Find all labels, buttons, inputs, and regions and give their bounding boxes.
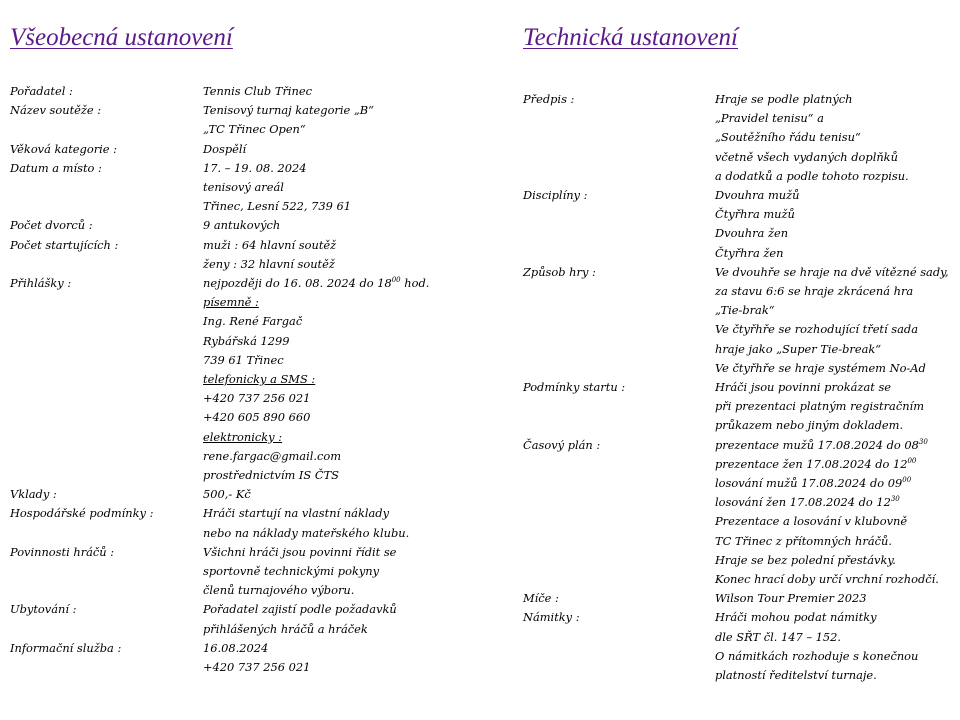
value-text: Hráči startují na vlastní náklady — [203, 506, 390, 521]
provision-value-line — [203, 600, 429, 619]
general-provisions-heading: Všeobecná ustanovení — [10, 24, 233, 51]
provision-value-line — [203, 524, 429, 543]
provision-value-line — [715, 320, 949, 339]
value-text: prostřednictvím IS ČTS — [203, 468, 339, 483]
provision-value-line — [203, 428, 429, 447]
provision-value-line — [715, 128, 949, 147]
provision-label: Způsob hry : — [523, 264, 596, 279]
value-text: TC Třinec z přítomných hráčů. — [715, 533, 892, 548]
provision-value-line — [715, 416, 949, 435]
value-text: členů turnajového výboru. — [203, 583, 355, 598]
provision-value-line — [715, 589, 949, 608]
provision-value-line — [203, 408, 429, 427]
provision-row — [523, 589, 949, 608]
provision-value-line — [715, 570, 949, 589]
provision-row — [10, 639, 429, 677]
value-text: Všichni hráči jsou povinni řídit se — [203, 544, 397, 559]
provision-row — [10, 159, 429, 217]
provision-value-line — [715, 397, 949, 416]
provision-label: Věková kategorie : — [10, 141, 117, 156]
provision-label: Míče : — [523, 591, 559, 606]
value-text: přihlášených hráčů a hráček — [203, 621, 368, 636]
value-text: 739 61 Třinec — [203, 352, 284, 367]
provision-value-line — [203, 620, 429, 639]
value-text: Ve čtyřhře se rozhodující třetí sada — [715, 322, 918, 337]
provision-value-line — [203, 639, 429, 658]
provision-value-line — [203, 101, 429, 120]
value-text: ženy : 32 hlavní soutěž — [203, 256, 335, 271]
provision-row — [10, 236, 429, 274]
value-text: 500,- Kč — [203, 487, 251, 502]
value-text: a dodatků a podle tohoto rozpisu. — [715, 168, 909, 183]
provision-value-line — [715, 378, 949, 397]
provision-values — [203, 216, 429, 235]
provision-row — [10, 543, 429, 601]
provision-values — [203, 600, 429, 638]
provision-row — [523, 378, 949, 436]
provision-value-line — [715, 148, 949, 167]
value-text: losování žen 17.08.2024 do 12 — [715, 495, 891, 510]
provision-values — [203, 82, 429, 101]
provision-value-line — [715, 109, 949, 128]
value-text: rene.fargac@gmail.com — [203, 448, 342, 463]
provision-value-line — [715, 474, 949, 493]
provision-label: Ubytování : — [10, 602, 77, 617]
value-text: za stavu 6:6 se hraje zkrácená hra — [715, 284, 914, 299]
value-text: při prezentaci platným registračním — [715, 399, 925, 414]
provision-label: Vklady : — [10, 487, 57, 502]
provision-value-line — [203, 466, 429, 485]
value-text: Čtyřhra mužů — [715, 207, 795, 222]
provision-value-line — [715, 359, 949, 378]
value-text: dle SŘT čl. 147 – 152. — [715, 629, 841, 644]
provision-value-line — [203, 82, 429, 101]
provision-value-line — [715, 301, 949, 320]
provision-value-line — [203, 658, 429, 677]
provision-row — [523, 90, 949, 186]
provision-values — [715, 378, 949, 436]
provision-row — [523, 263, 949, 378]
value-text: tenisový areál — [203, 180, 284, 195]
value-text: nebo na náklady mateřského klubu. — [203, 525, 410, 540]
provision-values — [715, 186, 949, 263]
provision-value-line — [203, 178, 429, 197]
provision-row — [10, 274, 429, 485]
value-text: Wilson Tour Premier 2023 — [715, 591, 867, 606]
provision-values — [203, 101, 429, 139]
value-text: 17. – 19. 08. 2024 — [203, 160, 307, 175]
provision-values — [715, 589, 949, 608]
value-text: Konec hrací doby určí vrchní rozhodčí. — [715, 572, 939, 587]
provision-value-line — [715, 455, 949, 474]
provision-values — [203, 140, 429, 159]
value-text: Rybářská 1299 — [203, 333, 290, 348]
provision-value-line — [203, 159, 429, 178]
provision-value-line — [715, 666, 949, 685]
provision-value-line — [203, 389, 429, 408]
provision-values — [203, 504, 429, 542]
technical-provisions-list — [523, 90, 949, 685]
provision-label: Hospodářské podmínky : — [10, 506, 154, 521]
provision-value-line — [203, 447, 429, 466]
provision-row — [10, 82, 429, 101]
value-text: O námitkách rozhoduje s konečnou — [715, 648, 919, 663]
provision-value-line — [203, 581, 429, 600]
provision-value-line — [715, 244, 949, 263]
provision-values — [203, 274, 429, 485]
provision-value-line — [715, 608, 949, 627]
value-text: muži : 64 hlavní soutěž — [203, 237, 337, 252]
provision-row — [523, 436, 949, 590]
provision-values — [203, 485, 429, 504]
provision-value-line — [203, 370, 429, 389]
provision-value-line — [715, 647, 949, 666]
provision-label: Datum a místo : — [10, 160, 102, 175]
provision-value-line — [715, 282, 949, 301]
value-text: elektronicky : — [203, 429, 283, 444]
provision-label: Název soutěže : — [10, 103, 102, 118]
value-text: včetně všech vydaných doplňků — [715, 149, 898, 164]
provision-values — [203, 543, 429, 601]
provision-values — [203, 159, 429, 217]
provision-value-line — [715, 551, 949, 570]
provision-row — [10, 140, 429, 159]
provision-row — [10, 216, 429, 235]
general-provisions-list — [10, 82, 429, 677]
provision-value-line — [203, 140, 429, 159]
provision-value-line — [203, 293, 429, 312]
value-tail: hod. — [400, 276, 430, 291]
provision-value-line — [715, 90, 949, 109]
provision-values — [715, 436, 949, 590]
value-text: losování mužů 17.08.2024 do 09 — [715, 476, 903, 491]
provision-value-line — [715, 512, 949, 531]
value-text: Tenisový turnaj kategorie „B“ — [203, 103, 374, 118]
provision-label: Předpis : — [523, 92, 575, 106]
provision-value-line — [715, 186, 949, 205]
provision-row — [523, 608, 949, 685]
value-text: prezentace žen 17.08.2024 do 12 — [715, 456, 908, 471]
provision-label: Námitky : — [523, 610, 580, 625]
provision-values — [715, 90, 949, 186]
provision-value-line — [715, 205, 949, 224]
provision-value-line — [203, 274, 429, 293]
value-text: sportovně technickými pokyny — [203, 564, 380, 579]
value-text: Pořadatel zajistí podle požadavků — [203, 602, 397, 617]
provision-row — [10, 485, 429, 504]
provision-row — [10, 600, 429, 638]
provision-value-line — [203, 255, 429, 274]
time-minutes-superscript: 00 — [902, 476, 912, 485]
provision-value-line — [715, 340, 949, 359]
value-text: +420 737 256 021 — [203, 660, 311, 675]
value-text: prezentace mužů 17.08.2024 do 08 — [715, 437, 919, 452]
time-minutes-superscript: 00 — [907, 456, 917, 465]
provision-values — [715, 263, 949, 378]
time-minutes-superscript: 00 — [391, 276, 401, 285]
provision-label: Pořadatel : — [10, 84, 73, 98]
provision-value-line — [203, 120, 429, 139]
provision-value-line — [203, 543, 429, 562]
provision-label: Podmínky startu : — [523, 380, 626, 395]
value-text: Prezentace a losování v klubovně — [715, 514, 908, 529]
time-minutes-superscript: 30 — [890, 495, 900, 504]
provision-value-line — [203, 312, 429, 331]
provision-value-line — [203, 197, 429, 216]
value-text: Ing. René Fargač — [203, 314, 303, 329]
value-text: Tennis Club Třinec — [203, 84, 312, 98]
provision-value-line — [203, 236, 429, 255]
value-text: 9 antukových — [203, 218, 281, 233]
provision-label: Informační služba : — [10, 640, 122, 655]
provision-values — [203, 236, 429, 274]
value-text: nejpozději do 16. 08. 2024 do 18 — [203, 276, 392, 291]
provision-label: Počet dvorců : — [10, 218, 93, 233]
provision-value-line — [203, 351, 429, 370]
technical-provisions-heading: Technická ustanovení — [523, 24, 739, 51]
provision-values — [203, 639, 429, 677]
provision-label: Časový plán : — [523, 437, 601, 452]
value-text: hraje jako „Super Tie-break“ — [715, 341, 882, 356]
provision-value-line — [203, 562, 429, 581]
value-text: Hráči mohou podat námitky — [715, 610, 877, 625]
value-text: písemně : — [203, 295, 259, 310]
provision-value-line — [715, 436, 949, 455]
provision-value-line — [203, 216, 429, 235]
value-text: Hraje se bez polední přestávky. — [715, 552, 896, 567]
value-text: Dvouhra mužů — [715, 188, 800, 203]
provision-values — [715, 608, 949, 685]
value-text: platností ředitelství turnaje. — [715, 668, 877, 683]
provision-value-line — [715, 167, 949, 186]
provision-label: Přihlášky : — [10, 276, 72, 291]
provision-label: Počet startujících : — [10, 237, 119, 252]
value-text: Hraje se podle platných — [715, 92, 853, 106]
value-text: +420 605 890 660 — [203, 410, 311, 425]
provision-value-line — [715, 628, 949, 647]
value-text: Hráči jsou povinni prokázat se — [715, 380, 892, 395]
provision-value-line — [715, 493, 949, 512]
value-text: telefonicky a SMS : — [203, 372, 316, 387]
provision-label: Disciplíny : — [523, 188, 588, 203]
provision-value-line — [715, 224, 949, 243]
provision-value-line — [715, 532, 949, 551]
value-text: „Soutěžního řádu tenisu“ — [715, 130, 861, 145]
value-text: Ve čtyřhře se hraje systémem No-Ad — [715, 360, 926, 375]
value-text: „Pravidel tenisu“ a — [715, 111, 824, 126]
provision-row — [10, 101, 429, 139]
time-minutes-superscript: 30 — [918, 437, 928, 446]
provision-value-line — [715, 263, 949, 282]
value-text: „TC Třinec Open“ — [203, 122, 306, 137]
provision-row — [523, 186, 949, 263]
provision-value-line — [203, 504, 429, 523]
provision-value-line — [203, 485, 429, 504]
provision-row — [10, 504, 429, 542]
value-text: Dvouhra žen — [715, 226, 789, 241]
value-text: Třinec, Lesní 522, 739 61 — [203, 199, 351, 214]
value-text: Ve dvouhře se hraje na dvě vítězné sady, — [715, 264, 949, 279]
value-text: průkazem nebo jiným dokladem. — [715, 418, 904, 433]
provision-value-line — [203, 332, 429, 351]
value-text: +420 737 256 021 — [203, 391, 311, 406]
provision-label: Povinnosti hráčů : — [10, 544, 115, 559]
value-text: „Tie-brak“ — [715, 303, 775, 318]
value-text: Dospělí — [203, 141, 247, 156]
value-text: Čtyřhra žen — [715, 245, 784, 260]
value-text: 16.08.2024 — [203, 640, 269, 655]
